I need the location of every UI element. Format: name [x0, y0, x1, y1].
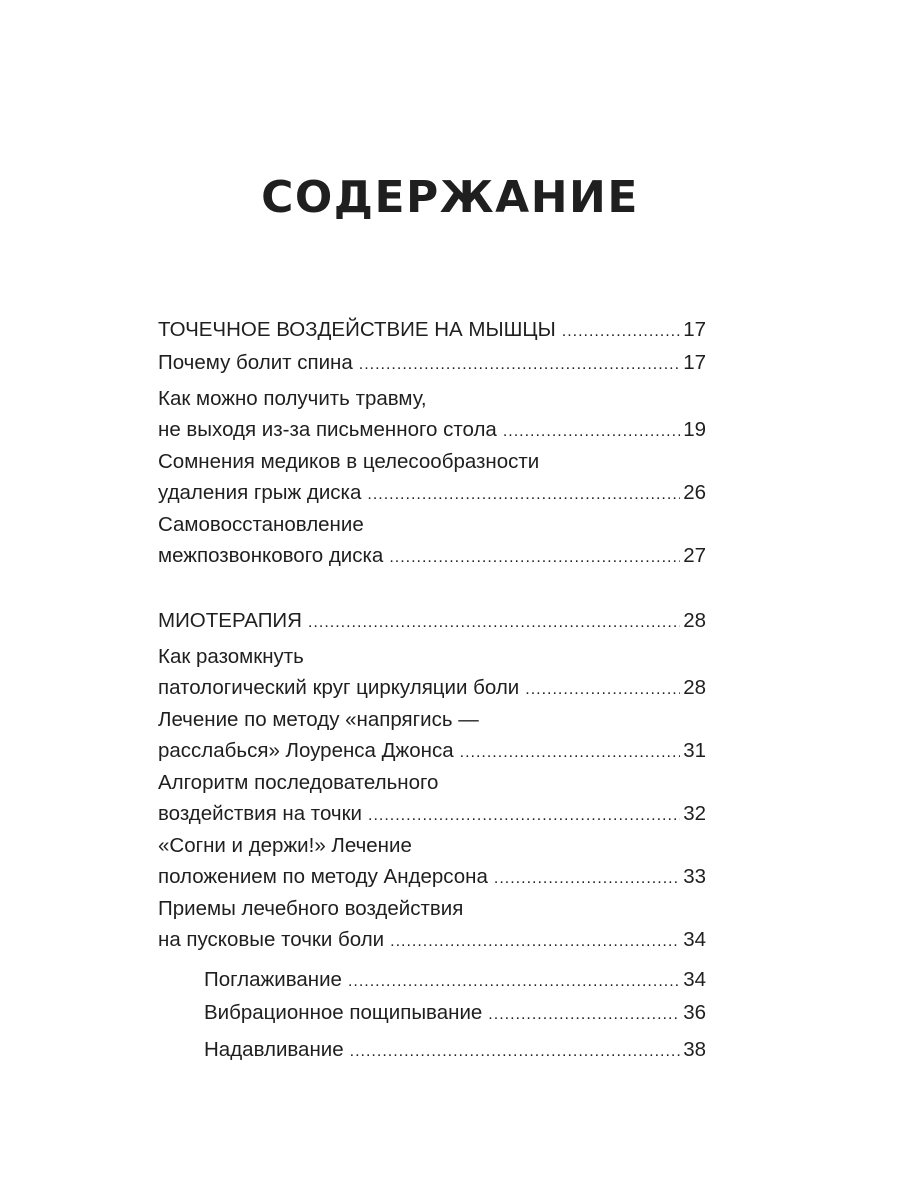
page-title: СОДЕРЖАНИЕ	[261, 172, 639, 223]
toc-entry-label-line1: Алгоритм последовательного	[158, 771, 439, 794]
leader-dots	[503, 416, 680, 447]
toc-entry-label: воздействия на точки	[158, 802, 362, 825]
toc-entry-label-line1: Сомнения медиков в целесообразности	[158, 450, 540, 473]
toc-entry-label-line1: Как можно получить травму,	[158, 387, 427, 410]
toc-page-number: 17	[683, 318, 706, 341]
toc-entry[interactable]	[158, 830, 706, 894]
toc-entry-label: патологический круг циркуляции боли	[158, 676, 520, 699]
toc-entry-label: удаления грыж диска	[158, 481, 362, 504]
leader-dots	[389, 542, 680, 573]
leader-dots	[562, 316, 680, 347]
leader-dots	[367, 479, 680, 510]
leader-dots	[350, 1036, 681, 1067]
toc-entry[interactable]	[158, 314, 706, 347]
toc-entry-label: на пусковые точки боли	[158, 928, 385, 951]
toc-page-number: 27	[683, 544, 706, 567]
toc-entry-label: расслабься» Лоуренса Джонса	[158, 739, 454, 762]
toc-page-number: 17	[683, 351, 706, 374]
toc-entry[interactable]	[158, 893, 706, 957]
toc-entry[interactable]	[158, 347, 706, 380]
toc-page-number: 36	[683, 1001, 706, 1024]
toc-entry-label: межпозвонкового диска	[158, 544, 384, 567]
toc-entry-label-line1: Как разомкнуть	[158, 645, 304, 668]
toc-entry-label: Надавливание	[204, 1038, 344, 1061]
toc-entry[interactable]	[158, 446, 706, 510]
toc-entry[interactable]	[158, 767, 706, 831]
toc-entry[interactable]	[158, 605, 706, 638]
toc-entry-label-line1: «Согни и держи!» Лечение	[158, 834, 412, 857]
toc-entry[interactable]	[158, 509, 706, 573]
toc-entry-label: МИОТЕРАПИЯ	[158, 609, 302, 632]
toc-page-number: 26	[683, 481, 706, 504]
toc-entry-label: Вибрационное пощипывание	[204, 1001, 483, 1024]
toc-subentry[interactable]	[158, 997, 706, 1030]
toc-entry-label-line1: Лечение по методу «напрягись —	[158, 708, 479, 731]
toc-page-number: 34	[683, 968, 706, 991]
leader-dots	[359, 349, 680, 380]
toc-page-number: 31	[683, 739, 706, 762]
toc-entry-label: ТОЧЕЧНОЕ ВОЗДЕЙСТВИЕ НА МЫШЦЫ	[158, 318, 556, 341]
toc-page-number: 33	[683, 865, 706, 888]
leader-dots	[390, 926, 680, 957]
toc-page-number: 28	[683, 676, 706, 699]
leader-dots	[460, 737, 681, 768]
leader-dots	[494, 863, 680, 894]
toc-page-number: 32	[683, 802, 706, 825]
toc-entry[interactable]	[158, 704, 706, 768]
leader-dots	[348, 966, 680, 997]
toc-entry[interactable]	[158, 383, 706, 447]
leader-dots	[308, 607, 680, 638]
toc-page-number: 34	[683, 928, 706, 951]
toc-entry-label: Поглаживание	[204, 968, 342, 991]
toc-entry-label: положением по методу Андерсона	[158, 865, 488, 888]
toc-subentry[interactable]	[158, 964, 706, 997]
toc-page-number: 19	[683, 418, 706, 441]
toc-entry-label: Почему болит спина	[158, 351, 353, 374]
toc-page-number: 38	[683, 1038, 706, 1061]
toc-entry-label-line1: Приемы лечебного воздействия	[158, 897, 464, 920]
toc-subentry[interactable]	[158, 1034, 706, 1067]
toc-entry[interactable]	[158, 641, 706, 705]
toc-entry-label: не выходя из-за письменного стола	[158, 418, 497, 441]
leader-dots	[488, 999, 680, 1030]
leader-dots	[525, 674, 680, 705]
toc-entry-label-line1: Самовосстановление	[158, 513, 364, 536]
toc-page-number: 28	[683, 609, 706, 632]
leader-dots	[368, 800, 680, 831]
